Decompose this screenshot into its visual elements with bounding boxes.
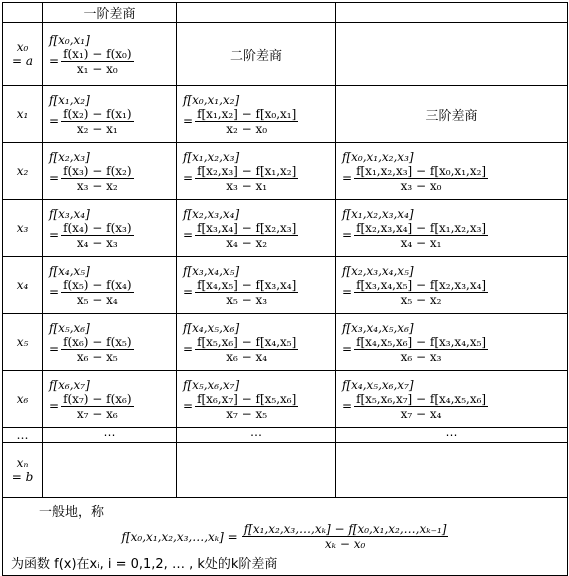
fraction-numerator: f(x₇) − f(x₆) bbox=[63, 391, 132, 406]
fraction-denominator: x₃ − x₂ bbox=[76, 178, 118, 193]
divided-difference-cell bbox=[43, 200, 177, 257]
fraction bbox=[61, 47, 133, 76]
fraction bbox=[242, 522, 449, 551]
ellipsis-row bbox=[3, 428, 568, 443]
fraction-numerator: f[x₅,x₆] − f[x₄,x₅] bbox=[197, 334, 297, 349]
fraction-denominator: x₄ − x₂ bbox=[226, 235, 268, 250]
summary-lhs: f[x₀,x₁,x₂,x₃,…,xₖ] = bbox=[121, 529, 238, 544]
fraction-numerator: f[x₁,x₂,x₃,…,xₖ] − f[x₀,x₁,x₂,…,xₖ₋₁] bbox=[243, 522, 447, 536]
divided-difference-formula bbox=[49, 378, 176, 421]
divided-difference-cell bbox=[43, 86, 177, 143]
formula-label: f[x₀,x₁,x₂,x₃] bbox=[342, 149, 414, 164]
divided-difference-cell bbox=[336, 371, 568, 428]
fraction bbox=[195, 107, 298, 136]
divided-difference-cell bbox=[43, 314, 177, 371]
fraction-denominator: x₂ − x₁ bbox=[76, 121, 118, 136]
ellipsis-x: … bbox=[3, 428, 43, 443]
formula-label: f[x₄,x₅,x₆,x₇] bbox=[342, 377, 414, 392]
formula-label: f[x₂,x₃,x₄,x₅] bbox=[342, 263, 414, 278]
equals-sign: = bbox=[183, 114, 194, 128]
fraction-numerator: f(x₅) − f(x₄) bbox=[63, 277, 132, 292]
fraction-denominator: x₅ − x₂ bbox=[400, 292, 442, 307]
equals-sign: = bbox=[183, 228, 194, 242]
fraction bbox=[61, 392, 133, 421]
x-node-label: x₅ bbox=[16, 335, 29, 349]
divided-difference-cell bbox=[43, 23, 177, 86]
fraction-numerator: f[x₂,x₃,x₄] − f[x₁,x₂,x₃] bbox=[356, 220, 487, 235]
divided-difference-formula bbox=[342, 378, 567, 421]
formula-label: f[x₆,x₇] bbox=[49, 377, 90, 392]
fraction-numerator: f[x₆,x₇] − f[x₅,x₆] bbox=[197, 391, 297, 406]
formula-label: f[x₄,x₅] bbox=[49, 263, 90, 278]
x-node-label: x₄ bbox=[16, 278, 29, 292]
summary-intro: 一般地，称 bbox=[39, 505, 105, 520]
fraction bbox=[61, 278, 133, 307]
divided-difference-formula bbox=[49, 321, 176, 364]
divided-difference-cell bbox=[336, 200, 568, 257]
empty-cell bbox=[336, 3, 568, 23]
divided-difference-formula bbox=[49, 207, 176, 250]
fraction bbox=[354, 164, 488, 193]
divided-difference-formula bbox=[49, 93, 176, 136]
fraction bbox=[195, 335, 298, 364]
equals-sign: = bbox=[342, 399, 353, 413]
fraction-denominator: x₁ − x₀ bbox=[76, 61, 118, 76]
fraction-denominator: x₄ − x₃ bbox=[76, 235, 118, 250]
equals-sign: = bbox=[183, 342, 194, 356]
ellipsis-third: ⋯ bbox=[336, 428, 568, 443]
fraction bbox=[195, 221, 298, 250]
header-third-order: 三阶差商 bbox=[336, 86, 568, 143]
formula-label: f[x₅,x₆] bbox=[49, 320, 90, 335]
equals-sign: = bbox=[49, 114, 60, 128]
fraction-numerator: f(x₆) − f(x₅) bbox=[63, 334, 132, 349]
table-row bbox=[3, 257, 568, 314]
fraction bbox=[61, 221, 133, 250]
fraction bbox=[354, 221, 488, 250]
divided-difference-cell bbox=[177, 314, 336, 371]
fraction-numerator: f[x₃,x₄] − f[x₂,x₃] bbox=[197, 220, 297, 235]
divided-difference-formula bbox=[49, 150, 176, 193]
divided-difference-formula bbox=[183, 207, 335, 250]
divided-difference-cell bbox=[336, 257, 568, 314]
equals-sign: = bbox=[342, 342, 353, 356]
formula-label: f[x₁,x₂,x₃,x₄] bbox=[342, 206, 414, 221]
fraction-denominator: x₇ − x₅ bbox=[226, 406, 268, 421]
equals-sign: = bbox=[183, 171, 194, 185]
divided-difference-cell bbox=[43, 257, 177, 314]
summary-row bbox=[3, 498, 568, 576]
equals-sign: = bbox=[342, 171, 353, 185]
formula-label: f[x₂,x₃,x₄] bbox=[183, 206, 240, 221]
x-node-cell bbox=[3, 443, 43, 498]
formula-label: f[x₂,x₃] bbox=[49, 149, 90, 164]
x-node-label: x₁ bbox=[16, 107, 29, 121]
divided-difference-formula bbox=[342, 264, 567, 307]
fraction-denominator: x₆ − x₄ bbox=[226, 349, 268, 364]
divided-difference-formula bbox=[342, 207, 567, 250]
equals-sign: = bbox=[342, 228, 353, 242]
x-node-label: xₙ bbox=[16, 456, 29, 470]
divided-difference-formula bbox=[183, 321, 335, 364]
fraction-denominator: x₅ − x₃ bbox=[226, 292, 268, 307]
divided-difference-formula bbox=[183, 264, 335, 307]
fraction-denominator: x₃ − x₀ bbox=[400, 178, 442, 193]
table-row bbox=[3, 86, 568, 143]
fraction-denominator: x₇ − x₄ bbox=[400, 406, 442, 421]
formula-label: f[x₀,x₁] bbox=[49, 32, 90, 47]
x-node-label: x₃ bbox=[16, 221, 29, 235]
equals-sign: = bbox=[49, 171, 60, 185]
divided-difference-formula bbox=[183, 378, 335, 421]
divided-difference-table bbox=[2, 2, 568, 576]
table-row bbox=[3, 314, 568, 371]
x-node-cell bbox=[3, 143, 43, 200]
divided-difference-cell bbox=[177, 200, 336, 257]
header-row bbox=[3, 3, 568, 23]
fraction-numerator: f[x₁,x₂] − f[x₀,x₁] bbox=[197, 106, 297, 121]
fraction-numerator: f[x₄,x₅] − f[x₃,x₄] bbox=[197, 277, 297, 292]
fraction-denominator: x₆ − x₃ bbox=[400, 349, 442, 364]
corner-cell bbox=[3, 3, 43, 23]
fraction-numerator: f[x₁,x₂,x₃] − f[x₀,x₁,x₂] bbox=[356, 163, 487, 178]
fraction-numerator: f[x₂,x₃] − f[x₁,x₂] bbox=[197, 163, 297, 178]
x-node-extra: = b bbox=[11, 470, 34, 484]
last-node-row bbox=[3, 443, 568, 498]
fraction-numerator: f(x₃) − f(x₂) bbox=[63, 163, 132, 178]
fraction bbox=[195, 278, 298, 307]
fraction bbox=[195, 392, 298, 421]
fraction bbox=[354, 392, 488, 421]
x-node-cell bbox=[3, 257, 43, 314]
equals-sign: = bbox=[183, 399, 194, 413]
fraction bbox=[354, 278, 488, 307]
formula-label: f[x₃,x₄] bbox=[49, 206, 90, 221]
table-row bbox=[3, 371, 568, 428]
equals-sign: = bbox=[49, 54, 60, 68]
x-node-label: x₂ bbox=[16, 164, 29, 178]
header-second-order: 二阶差商 bbox=[177, 23, 336, 86]
fraction bbox=[354, 335, 488, 364]
summary-cell bbox=[3, 498, 568, 576]
empty-cell bbox=[336, 23, 568, 86]
fraction-numerator: f(x₄) − f(x₃) bbox=[63, 220, 132, 235]
fraction-numerator: f(x₁) − f(x₀) bbox=[63, 46, 132, 61]
table-row bbox=[3, 23, 568, 86]
x-node-cell bbox=[3, 23, 43, 86]
divided-difference-cell bbox=[177, 86, 336, 143]
summary-formula bbox=[11, 522, 559, 551]
equals-sign: = bbox=[49, 228, 60, 242]
equals-sign: = bbox=[49, 399, 60, 413]
fraction-denominator: xₖ − x₀ bbox=[324, 537, 366, 551]
ellipsis-first: ⋯ bbox=[43, 428, 177, 443]
fraction-numerator: f[x₅,x₆,x₇] − f[x₄,x₅,x₆] bbox=[356, 391, 487, 406]
x-node-cell bbox=[3, 200, 43, 257]
header-first-order: 一阶差商 bbox=[43, 3, 177, 23]
formula-label: f[x₄,x₅,x₆] bbox=[183, 320, 240, 335]
fraction-denominator: x₇ − x₆ bbox=[76, 406, 118, 421]
fraction bbox=[61, 335, 133, 364]
fraction-denominator: x₄ − x₁ bbox=[400, 235, 442, 250]
fraction-numerator: f[x₄,x₅,x₆] − f[x₃,x₄,x₅] bbox=[356, 334, 487, 349]
table-row bbox=[3, 143, 568, 200]
formula-label: f[x₃,x₄,x₅] bbox=[183, 263, 240, 278]
formula-label: f[x₁,x₂] bbox=[49, 92, 90, 107]
divided-difference-cell bbox=[43, 143, 177, 200]
divided-difference-cell bbox=[177, 371, 336, 428]
fraction-numerator: f[x₃,x₄,x₅] − f[x₂,x₃,x₄] bbox=[356, 277, 487, 292]
fraction-numerator: f(x₂) − f(x₁) bbox=[63, 106, 132, 121]
divided-difference-formula bbox=[342, 150, 567, 193]
table-row bbox=[3, 200, 568, 257]
formula-label: f[x₅,x₆,x₇] bbox=[183, 377, 240, 392]
x-node-label: x₀ bbox=[16, 40, 29, 54]
equals-sign: = bbox=[342, 285, 353, 299]
divided-difference-cell bbox=[177, 257, 336, 314]
summary-outro: 为函数 f(x)在xᵢ, i = 0,1,2, … , k处的k阶差商 bbox=[11, 557, 278, 572]
empty-cell bbox=[43, 443, 177, 498]
divided-difference-formula bbox=[183, 93, 335, 136]
x-node-label: x₆ bbox=[16, 392, 29, 406]
equals-sign: = bbox=[183, 285, 194, 299]
ellipsis-second: ⋯ bbox=[177, 428, 336, 443]
fraction-denominator: x₆ − x₅ bbox=[76, 349, 118, 364]
x-node-cell bbox=[3, 371, 43, 428]
fraction-denominator: x₃ − x₁ bbox=[226, 178, 268, 193]
formula-label: f[x₃,x₄,x₅,x₆] bbox=[342, 320, 414, 335]
divided-difference-cell bbox=[336, 314, 568, 371]
fraction-denominator: x₂ − x₀ bbox=[226, 121, 268, 136]
empty-cell bbox=[336, 443, 568, 498]
formula-label: f[x₀,x₁,x₂] bbox=[183, 92, 240, 107]
x-node-cell bbox=[3, 86, 43, 143]
divided-difference-formula bbox=[49, 33, 176, 76]
x-node-cell bbox=[3, 314, 43, 371]
fraction-denominator: x₅ − x₄ bbox=[76, 292, 118, 307]
divided-difference-formula bbox=[342, 321, 567, 364]
divided-difference-cell bbox=[43, 371, 177, 428]
divided-difference-cell bbox=[336, 143, 568, 200]
x-node-extra: = a bbox=[11, 54, 34, 68]
divided-difference-cell bbox=[177, 143, 336, 200]
empty-cell bbox=[177, 443, 336, 498]
fraction bbox=[61, 107, 133, 136]
equals-sign: = bbox=[49, 285, 60, 299]
fraction bbox=[61, 164, 133, 193]
empty-cell bbox=[177, 3, 336, 23]
divided-difference-formula bbox=[183, 150, 335, 193]
equals-sign: = bbox=[49, 342, 60, 356]
fraction bbox=[195, 164, 298, 193]
divided-difference-formula bbox=[49, 264, 176, 307]
formula-label: f[x₁,x₂,x₃] bbox=[183, 149, 240, 164]
